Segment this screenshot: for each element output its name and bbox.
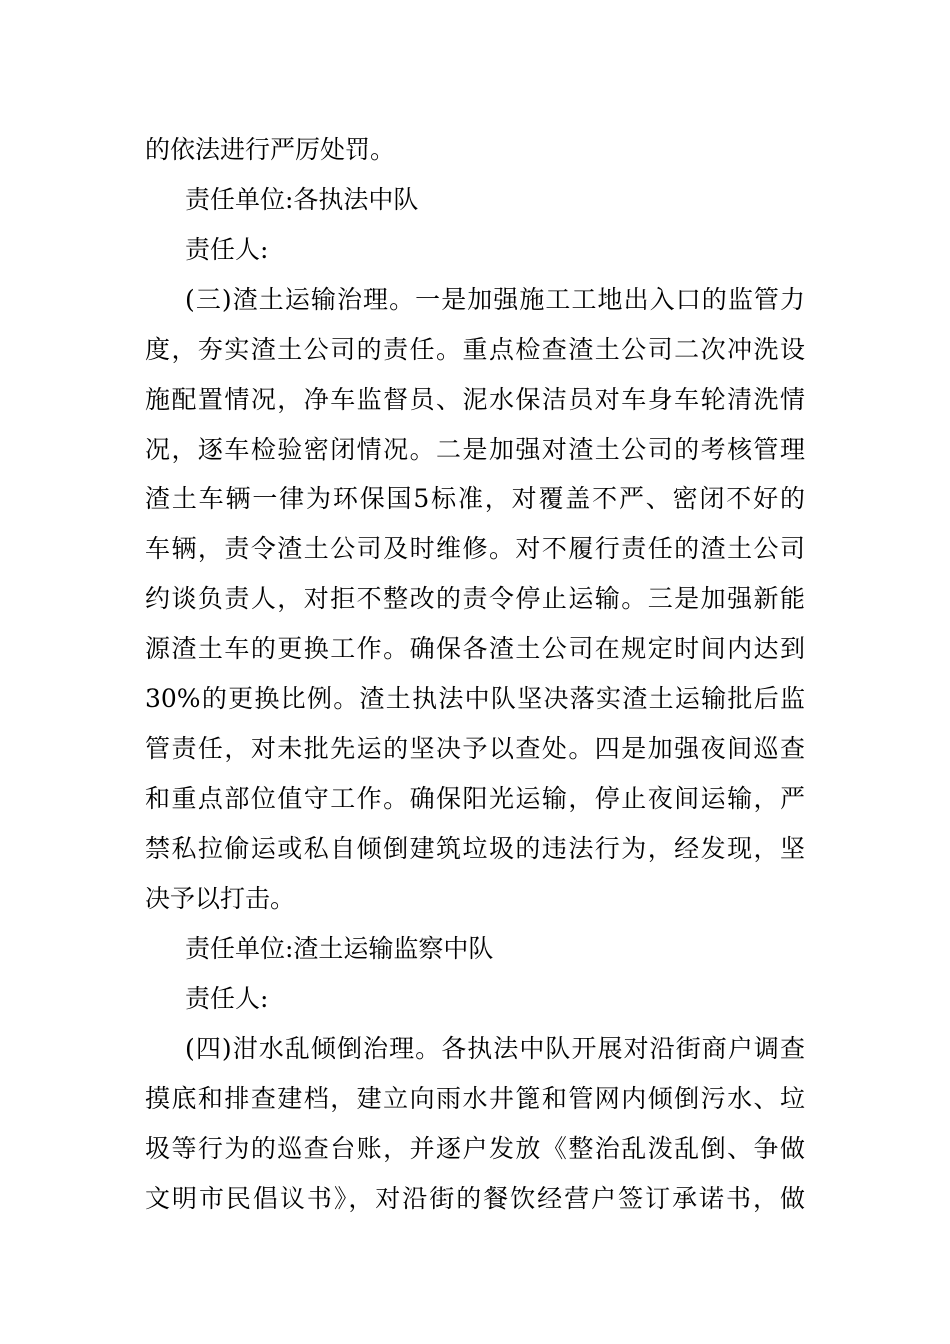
text-line: 度，夯实渣土公司的责任。重点检查渣土公司二次冲洗设 (145, 335, 805, 364)
section-heading-line: (四)泔水乱倾倒治理。各执法中队开展对沿街商户调查 (185, 1034, 805, 1063)
text-line: 的依法进行严厉处罚。 (145, 135, 396, 164)
text-line: 施配置情况，净车监督员、泥水保洁员对车身车轮清洗情 (145, 385, 805, 414)
text-line: 况，逐车检验密闭情况。二是加强对渣土公司的考核管理 (145, 435, 805, 464)
text-line: 源渣土车的更换工作。确保各渣土公司在规定时间内达到 (145, 634, 805, 663)
text-line: 圾等行为的巡查台账，并逐户发放《整治乱泼乱倒、争做 (145, 1134, 805, 1163)
text-line: 和重点部位值守工作。确保阳光运输，停止夜间运输，严 (145, 784, 805, 813)
text-line: 管责任，对未批先运的坚决予以查处。四是加强夜间巡查 (145, 734, 805, 763)
text-line: 决予以打击。 (145, 884, 296, 913)
text-line: 禁私拉偷运或私自倾倒建筑垃圾的违法行为，经发现，坚 (145, 834, 805, 863)
text-line: 摸底和排查建档，建立向雨水井篦和管网内倾倒污水、垃 (145, 1084, 805, 1113)
text-line: 文明市民倡议书》，对沿街的餐饮经营户签订承诺书，做 (145, 1184, 805, 1213)
text-line: 30%的更换比例。渣土执法中队坚决落实渣土运输批后监 (145, 684, 805, 713)
responsible-unit-line: 责任单位:渣土运输监察中队 (185, 934, 494, 963)
section-heading-line: (三)渣土运输治理。一是加强施工工地出入口的监管力 (185, 285, 805, 314)
responsible-person-line: 责任人: (185, 984, 269, 1013)
responsible-person-line: 责任人: (185, 235, 269, 264)
text-line: 渣土车辆一律为环保国5标准，对覆盖不严、密闭不好的 (145, 484, 805, 513)
text-line: 约谈负责人，对拒不整改的责令停止运输。三是加强新能 (145, 584, 805, 613)
text-line: 车辆，责令渣土公司及时维修。对不履行责任的渣土公司 (145, 534, 805, 563)
responsible-unit-line: 责任单位:各执法中队 (185, 185, 419, 214)
